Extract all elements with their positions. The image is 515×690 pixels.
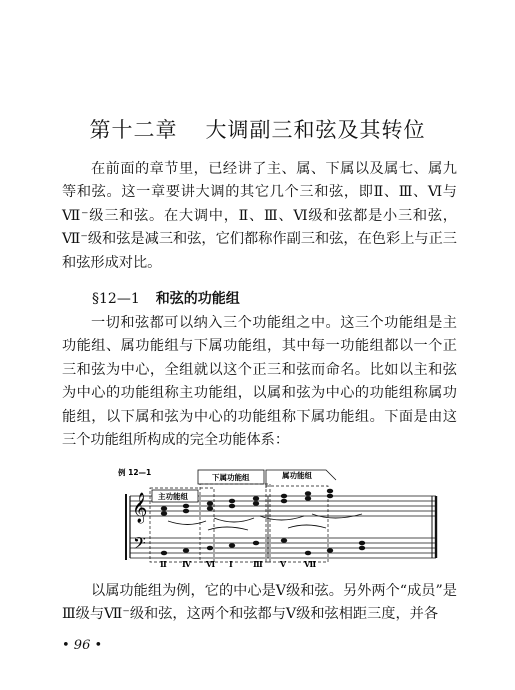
example-label: 例 12—1 <box>118 468 152 477</box>
roman-numeral: Ⅱ <box>160 559 167 568</box>
roman-numeral: Ⅶ <box>304 559 317 568</box>
treble-clef-icon: 𝄞 <box>132 493 148 523</box>
intro-paragraph: 在前面的章节里，已经讲了主、属、下属以及属七、属九等和弦。这一章要讲大调的其它几个三和弦，即Ⅱ、Ⅲ、Ⅵ与Ⅶ⁻级三和弦。在大调中，Ⅱ、Ⅲ、Ⅵ级和弦都是小三和弦，Ⅶ⁻级和弦是减三和弦，它们都称作副三和弦，在色彩上与正三和弦形成对比。 <box>62 161 457 271</box>
roman-numeral: Ⅲ <box>253 559 263 568</box>
group-bracket-tonic <box>152 490 198 502</box>
group-bracket-dominant <box>266 470 336 488</box>
page-number: • 96 • <box>62 638 103 653</box>
bass-clef-icon: 𝄢 <box>133 533 146 557</box>
barlines <box>126 494 436 560</box>
group-bracket-subdominant <box>198 470 264 484</box>
dominant-group-paragraph: 以属功能组为例，它的中心是Ⅴ级和弦。另外两个“成员”是Ⅲ级与Ⅶ⁻级和弦，这两个和弦都与Ⅴ级和弦相距三度，并各 <box>62 583 457 623</box>
function-groups-paragraph: 一切和弦都可以纳入三个功能组之中。这三个功能组是主功能组、属功能组与下属功能组，其中每一功能组都以一个正三和弦为中心，全组就以这个正三和弦而命名。比如以主和弦为中心的功能组称主功能组，以属和弦为中心的功能组称属功能组，以下属和弦为中心的功能组称下属功能组。下面是由这三个功能组所构成的完全功能体系： <box>62 315 457 449</box>
section-title: 和弦的功能组 <box>155 291 240 307</box>
section-number: §12—1 <box>92 291 140 307</box>
group-label-subdominant: 下属功能组 <box>212 473 250 482</box>
chapter-number: 第十二章 <box>89 118 178 143</box>
roman-numerals <box>160 559 316 568</box>
music-example <box>116 466 442 568</box>
tie-arcs <box>168 514 362 530</box>
roman-numeral: Ⅳ <box>182 559 192 568</box>
chapter-heading <box>0 114 515 144</box>
group-label-dominant: 属功能组 <box>282 471 312 480</box>
roman-numeral: Ⅵ <box>206 559 216 568</box>
chapter-title-text: 大调副三和弦及其转位 <box>205 118 426 143</box>
group-label-tonic: 主功能组 <box>158 492 188 501</box>
roman-numeral: Ⅴ <box>280 559 287 568</box>
roman-numeral: Ⅰ <box>229 559 233 568</box>
section-heading <box>92 288 240 308</box>
